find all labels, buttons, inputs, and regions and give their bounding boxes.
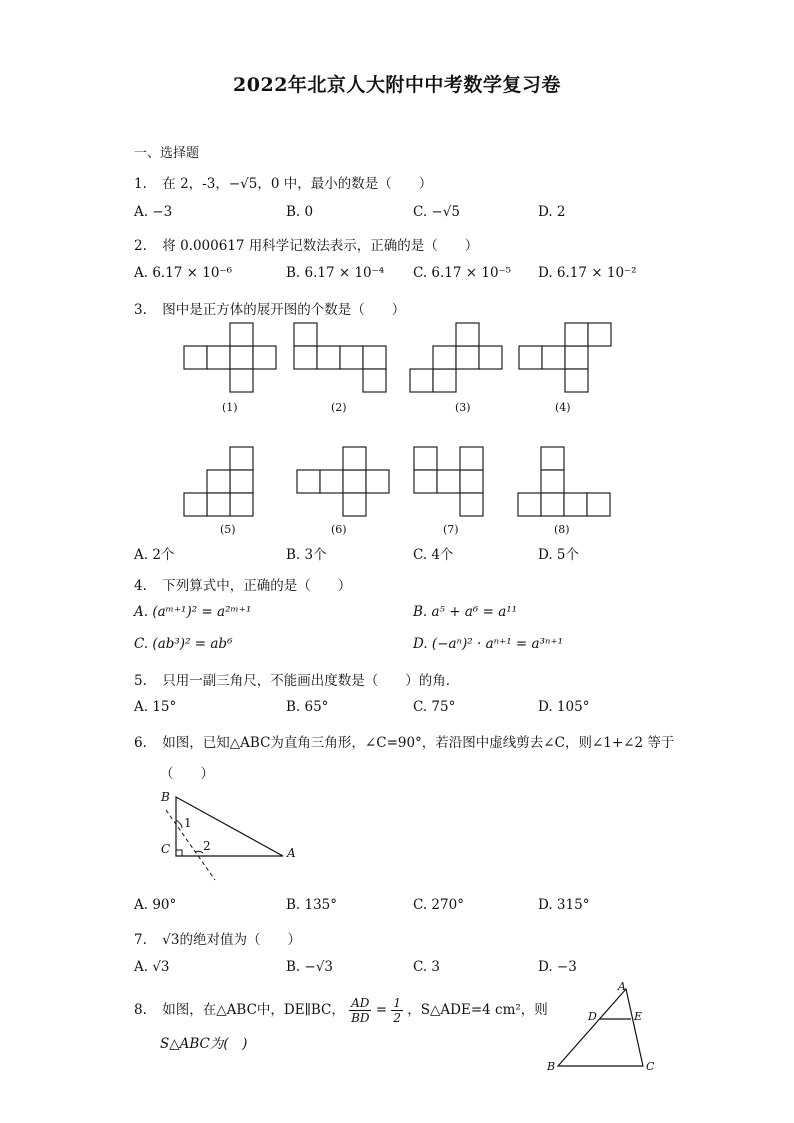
option-c[interactable]: C. 3 (413, 959, 441, 975)
question-6-bracket: （ ） (160, 766, 214, 782)
option-b[interactable]: B. 0 (286, 204, 314, 220)
question-stem: 下列算式中，正确的是（ ） (162, 578, 352, 594)
fraction-denominator: BD (351, 1011, 370, 1025)
question-stem: 图中是正方体的展开图的个数是（ ） (162, 302, 406, 318)
label-b: B (547, 1060, 556, 1073)
caption-5: (5) (220, 523, 236, 536)
option-d[interactable]: D. 105° (538, 699, 590, 715)
option-a[interactable]: A. 6.17 × 10⁻⁶ (134, 265, 233, 281)
fraction-numerator: 1 (393, 996, 401, 1010)
question-number: 7. (134, 932, 147, 948)
label-a: A (618, 980, 626, 993)
caption-8: (8) (554, 523, 570, 536)
question-stem: 如图，已知△ABC为直角三角形，∠C=90°，若沿图中虚线剪去∠C，则∠1+∠2 等于 (162, 735, 675, 751)
option-c[interactable]: C. 4个 (413, 547, 454, 563)
option-c[interactable]: C. 75° (413, 699, 456, 715)
option-a[interactable]: A. (aᵐ⁺¹)² = a²ᵐ⁺¹ (134, 604, 252, 620)
fraction-denominator: 2 (393, 1011, 401, 1025)
label-angle-2: 2 (203, 839, 211, 853)
option-b[interactable]: B. 6.17 × 10⁻⁴ (286, 265, 385, 281)
label-c: C (646, 1060, 655, 1073)
option-d[interactable]: D. −3 (538, 959, 577, 975)
caption-3: (3) (455, 401, 471, 414)
question-number: 6. (134, 735, 147, 751)
question-number: 1. (134, 176, 147, 192)
option-a[interactable]: A. 2个 (134, 547, 175, 563)
option-a[interactable]: A. −3 (134, 204, 173, 220)
question-number: 2. (134, 238, 147, 254)
option-c[interactable]: C. −√5 (413, 204, 460, 220)
question-number: 8. (134, 1002, 147, 1018)
option-d[interactable]: D. 2 (538, 204, 566, 220)
question-stem-a: 如图，在△ABC中，DE∥BC， (162, 1002, 345, 1018)
option-b[interactable]: B. 3个 (286, 547, 327, 563)
option-a[interactable]: A. 15° (134, 699, 177, 715)
question-number: 4. (134, 578, 147, 594)
label-angle-1: 1 (184, 816, 192, 830)
option-c[interactable]: C. (ab³)² = ab⁶ (134, 636, 233, 652)
option-a[interactable]: A. 90° (134, 897, 177, 913)
option-d[interactable]: D. 6.17 × 10⁻² (538, 265, 637, 281)
question-number: 3. (134, 302, 147, 318)
option-b[interactable]: B. −√3 (286, 959, 334, 975)
option-c[interactable]: C. 6.17 × 10⁻⁵ (413, 265, 512, 281)
label-a: A (287, 846, 296, 860)
option-c[interactable]: C. 270° (413, 897, 464, 913)
option-b[interactable]: B. 65° (286, 699, 329, 715)
option-b[interactable]: B. 135° (286, 897, 338, 913)
label-b: B (161, 790, 170, 804)
caption-1: (1) (222, 401, 238, 414)
question-stem: 在 2，-3，−√5，0 中，最小的数是（ ） (162, 176, 433, 192)
equals-sign: = (375, 1002, 388, 1018)
question-stem: √3的绝对值为（ ） (162, 932, 301, 948)
label-e: E (634, 1010, 643, 1023)
label-d: D (588, 1010, 597, 1023)
question-stem: 将 0.000617 用科学记数法表示，正确的是（ ） (162, 238, 479, 254)
option-d[interactable]: D. 315° (538, 897, 590, 913)
caption-6: (6) (331, 523, 347, 536)
page-title: 2022年北京人大附中中考数学复习卷 (233, 74, 561, 96)
section-heading: 一、选择题 (134, 146, 200, 161)
option-a[interactable]: A. √3 (134, 959, 170, 975)
caption-4: (4) (555, 401, 571, 414)
caption-7: (7) (443, 523, 459, 536)
question-stem-b: ，S△ADE=4 cm²，则 (407, 1002, 548, 1018)
caption-2: (2) (331, 401, 347, 414)
option-b[interactable]: B. a⁵ + a⁶ = a¹¹ (413, 604, 518, 620)
label-c: C (161, 842, 171, 856)
option-d[interactable]: D. (−aⁿ)² · aⁿ⁺¹ = a³ⁿ⁺¹ (413, 636, 563, 652)
option-d[interactable]: D. 5个 (538, 547, 580, 563)
question-stem: 只用一副三角尺，不能画出度数是（ ）的角． (162, 673, 460, 689)
question-8-line-2: S△ABC为( ) (160, 1036, 248, 1052)
fraction-numerator: AD (351, 996, 370, 1010)
question-number: 5. (134, 673, 147, 689)
